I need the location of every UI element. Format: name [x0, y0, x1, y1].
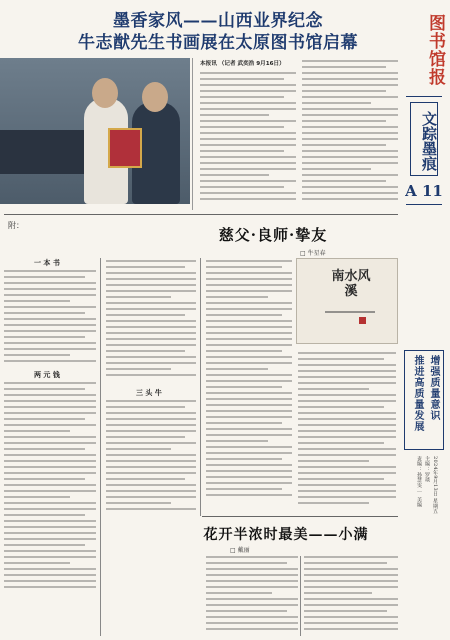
brush-stroke [325, 311, 375, 313]
slogan-line-1: 增强质量意识 [428, 355, 439, 421]
calligraphy-painting [296, 258, 398, 344]
subheading-1: 一 本 书 [34, 258, 60, 267]
headline-line-2: 牛志猷先生书画展在太原图书馆启幕 [78, 33, 358, 53]
slogan-box [404, 350, 444, 450]
bottom-article-title: 花开半浓时最美——小满 [203, 527, 369, 543]
divider [406, 204, 442, 205]
masthead [402, 6, 446, 638]
section-divider [4, 214, 398, 215]
article-title: 慈父·良师·挚友 [218, 226, 328, 244]
column-divider [200, 258, 201, 516]
subheading-3: 三 头 牛 [136, 388, 162, 397]
event-photo [0, 58, 190, 204]
exhibition-banner [0, 130, 84, 174]
designer-credit: 责编：孙慧雯 ｜ 美编 [416, 456, 422, 508]
section-title: 文踪墨痕 [410, 102, 438, 176]
column-divider [300, 556, 301, 636]
column-divider [192, 58, 193, 210]
appendix-label: 附： [8, 221, 24, 230]
article-column-2 [106, 260, 196, 380]
dateline-source: （记者 武奕浩 9月16日） [218, 61, 285, 67]
article-column-2-cont [106, 400, 196, 514]
article-column-1 [4, 270, 96, 366]
article-column-3 [206, 260, 292, 500]
brand-logo: 图书馆报 [425, 14, 445, 86]
article-byline: □ 牛星春 [300, 250, 326, 257]
news-column-2 [302, 60, 398, 204]
divider [406, 96, 442, 97]
section-divider [202, 516, 398, 517]
editor-credit: 主编：罗琰 [424, 456, 430, 483]
news-column-1 [200, 72, 296, 204]
subheading-2: 两 元 钱 [34, 370, 60, 379]
dateline [200, 60, 285, 68]
headline-line-1: 墨香家风——山西业界纪念 [113, 11, 323, 31]
painting-calligraphy: 南水风溪 [331, 269, 371, 299]
article-column-1-cont [4, 382, 96, 592]
page-headline [48, 10, 388, 54]
red-seal [359, 317, 366, 324]
dateline-label: 本报讯 [200, 61, 217, 67]
bottom-article-byline: □ 戴丽 [230, 547, 250, 554]
page-number: A 11 [405, 182, 443, 200]
slogan-line-2: 推进高质量发展 [412, 355, 423, 432]
certificate [108, 128, 142, 168]
issue-date: 2024年9月13日 星期五 [432, 456, 438, 515]
article-column-4 [298, 352, 396, 508]
bottom-article-column-1 [206, 556, 298, 634]
bottom-article-column-2 [304, 556, 398, 634]
column-divider [100, 258, 101, 636]
